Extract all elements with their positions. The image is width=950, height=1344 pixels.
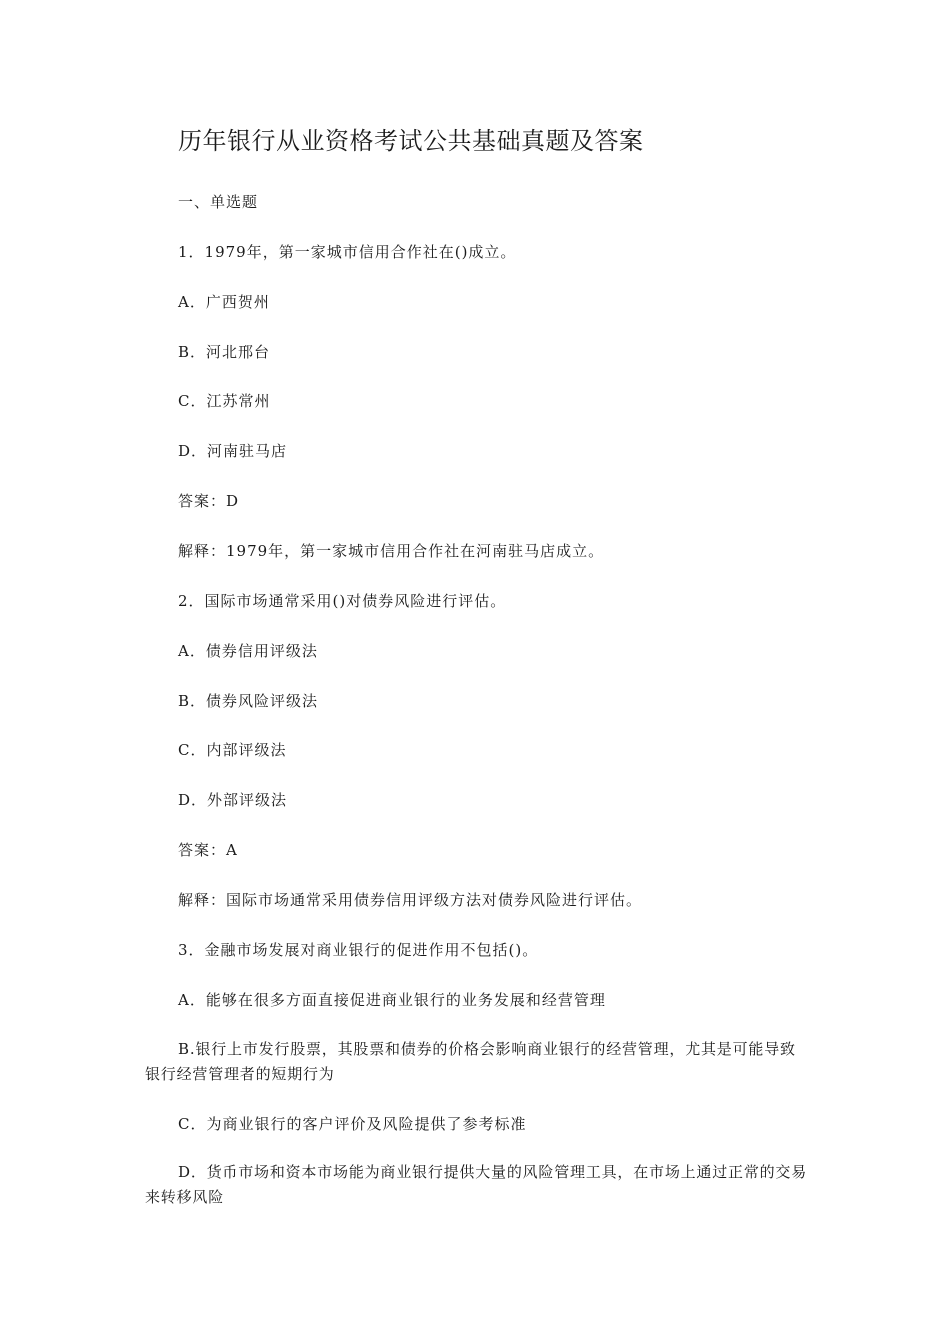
question-2-option-d: D．外部评级法	[178, 791, 288, 809]
question-1-answer: 答案：D	[178, 492, 240, 510]
question-1-option-b: B．河北邢台	[178, 343, 271, 361]
question-2-answer: 答案：A	[178, 841, 238, 859]
question-2-explanation: 解释：国际市场通常采用债券信用评级方法对债券风险进行评估。	[178, 891, 643, 909]
question-3-option-a: A．能够在很多方面直接促进商业银行的业务发展和经营管理	[178, 991, 606, 1009]
document-title: 历年银行从业资格考试公共基础真题及答案	[178, 127, 644, 155]
question-1-option-d: D．河南驻马店	[178, 442, 288, 460]
question-2-option-a: A．债券信用评级法	[178, 642, 318, 660]
question-2-option-c: C．内部评级法	[178, 741, 287, 759]
section-heading: 一、单选题	[178, 193, 259, 211]
question-3-option-b: B.银行上市发行股票，其股票和债券的价格会影响商业银行的经营管理，尤其是可能导致银行经营管理者的短期行为	[145, 1040, 796, 1083]
question-3-option-c: C．为商业银行的客户评价及风险提供了参考标准	[178, 1115, 527, 1133]
question-1-explanation: 解释：1979年，第一家城市信用合作社在河南驻马店成立。	[178, 542, 605, 560]
question-1-stem: 1．1979年，第一家城市信用合作社在()成立。	[178, 243, 517, 261]
question-2-option-b: B．债券风险评级法	[178, 692, 319, 710]
question-3-stem: 3．金融市场发展对商业银行的促进作用不包括()。	[178, 941, 539, 959]
question-1-option-c: C．江苏常州	[178, 392, 271, 410]
question-2-stem: 2．国际市场通常采用()对债券风险进行评估。	[178, 592, 507, 610]
question-3-option-d: D．货币市场和资本市场能为商业银行提供大量的风险管理工具，在市场上通过正常的交易来转移风险	[145, 1163, 808, 1206]
question-1-option-a: A．广西贺州	[178, 293, 270, 311]
